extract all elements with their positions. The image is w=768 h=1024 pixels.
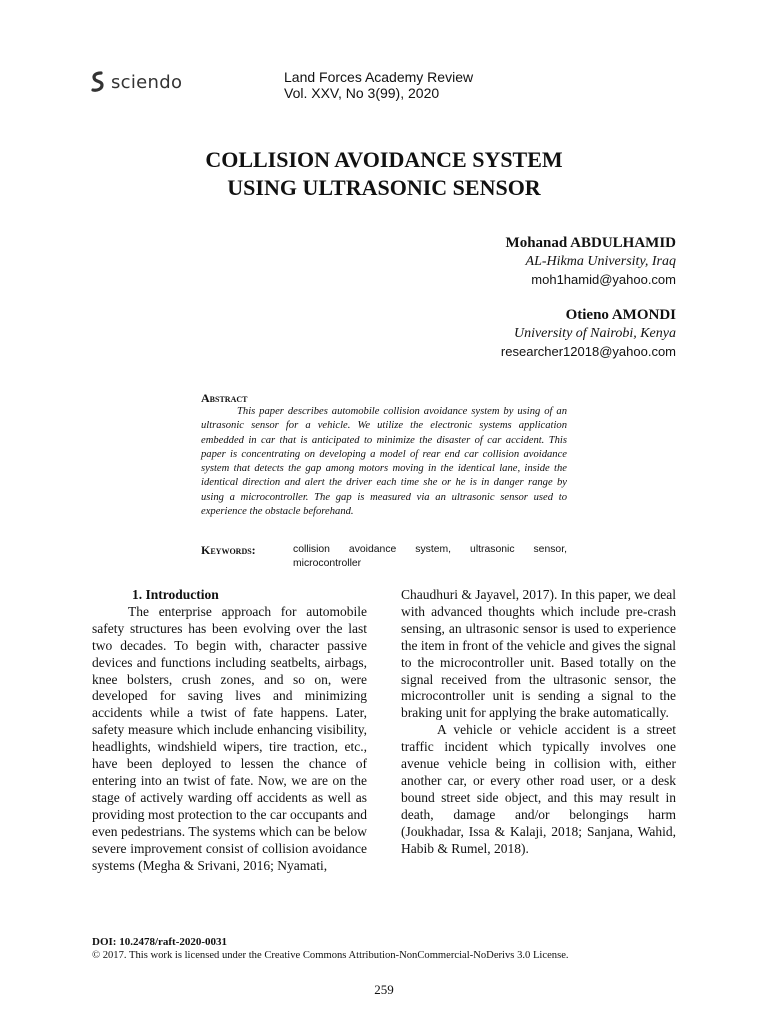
journal-name: Land Forces Academy Review [284, 69, 474, 85]
publisher-name: sciendo [111, 71, 183, 93]
author-block-2 [501, 305, 676, 361]
journal-info [284, 69, 473, 101]
paper-title [0, 146, 768, 202]
keywords-section [201, 543, 567, 571]
author-name: Otieno AMONDI [565, 307, 676, 323]
body-column-right [401, 587, 676, 858]
author-email[interactable]: researcher12018@yahoo.com [500, 344, 676, 359]
publisher-logo [91, 71, 182, 93]
license-text: © 2017. This work is licensed under the Creative Commons Attribution-NonCommercial-NoDerivs 3.0 License. [92, 950, 569, 961]
abstract-heading: Abstract [201, 391, 248, 405]
author-affiliation: University of Nairobi, Kenya [513, 326, 676, 341]
body-paragraph: The enterprise approach for automobile safety structures has been evolving over the last two decades. To begin with, character passive devices and functions including seatbelts, airbags, knee bolsters, crush zones, and so on, were developed for saving lives and minimizing accidents while a twist of fate happens. Later, safety measure which include enhancing visibility, headlights, windshield wipers, tire traction, etc., have been deployed to lessen the chance of entering into an twist of fate. Now, we are on the stage of actively warding off accidents as well as providing most protection to the car occupants and even pedestrians. The systems which can be below severe improvement consist of collision avoidance systems (Megha & Srivani, 2016; Nyamati, [92, 603, 367, 873]
page-number: 259 [374, 982, 394, 997]
author-name: Mohanad ABDULHAMID [505, 235, 676, 251]
abstract-section [201, 391, 567, 519]
body-paragraph: Chaudhuri & Jayavel, 2017). In this paper, we deal with advanced thoughts which include pre-crash sensing, an ultrasonic sensor is used to experience the item in front of the vehicle and gives the signal to the microcontroller unit. Based totally on the signal received from the ultrasonic sensor, the microcontroller unit is sending a signal to the braking unit for applying the brake automatically. [401, 587, 677, 721]
doi-text[interactable]: DOI: 10.2478/raft-2020-0031 [92, 936, 228, 948]
sciendo-logo-icon [91, 71, 105, 93]
body-column-left [92, 587, 367, 874]
title-line-2: USING ULTRASONIC SENSOR [227, 175, 541, 200]
keywords-heading: Keywords: [201, 543, 256, 557]
author-block-1 [506, 233, 676, 289]
author-email[interactable]: moh1hamid@yahoo.com [531, 272, 676, 287]
section-heading: 1. Introduction [132, 587, 219, 602]
keywords-text: collision avoidance system, ultrasonic sensor, microcontroller [293, 544, 567, 569]
title-line-1: COLLISION AVOIDANCE SYSTEM [205, 147, 563, 172]
author-affiliation: AL-Hikma University, Iraq [525, 254, 676, 269]
abstract-text: This paper describes automobile collision avoidance system by using of an ultrasonic sensor for a vehicle. We utilize the electronic systems application embedded in car that is anticipated to minimize the disaster of car accident. This paper is concentrating on developing a model of rear end car collision avoidance system that detects the gap among motors moving in the identical lane, inside the identical direction and alert the driver each time she or he is in danger range by using a microcontroller. The gap is measured via an ultrasonic sensor used to experience the obstacle beforehand. [201, 406, 567, 518]
journal-volume: Vol. XXV, No 3(99), 2020 [284, 85, 440, 101]
body-paragraph: A vehicle or vehicle accident is a street traffic incident which typically involves one avenue vehicle being in collision with, either another car, or every other road user, or a desk bound street side object, and this may result in death, damage and/or belongings harm (Joukhadar, Issa & Kalaji, 2018; Sanjana, Wahid, Habib & Rumel, 2018). [401, 722, 676, 856]
